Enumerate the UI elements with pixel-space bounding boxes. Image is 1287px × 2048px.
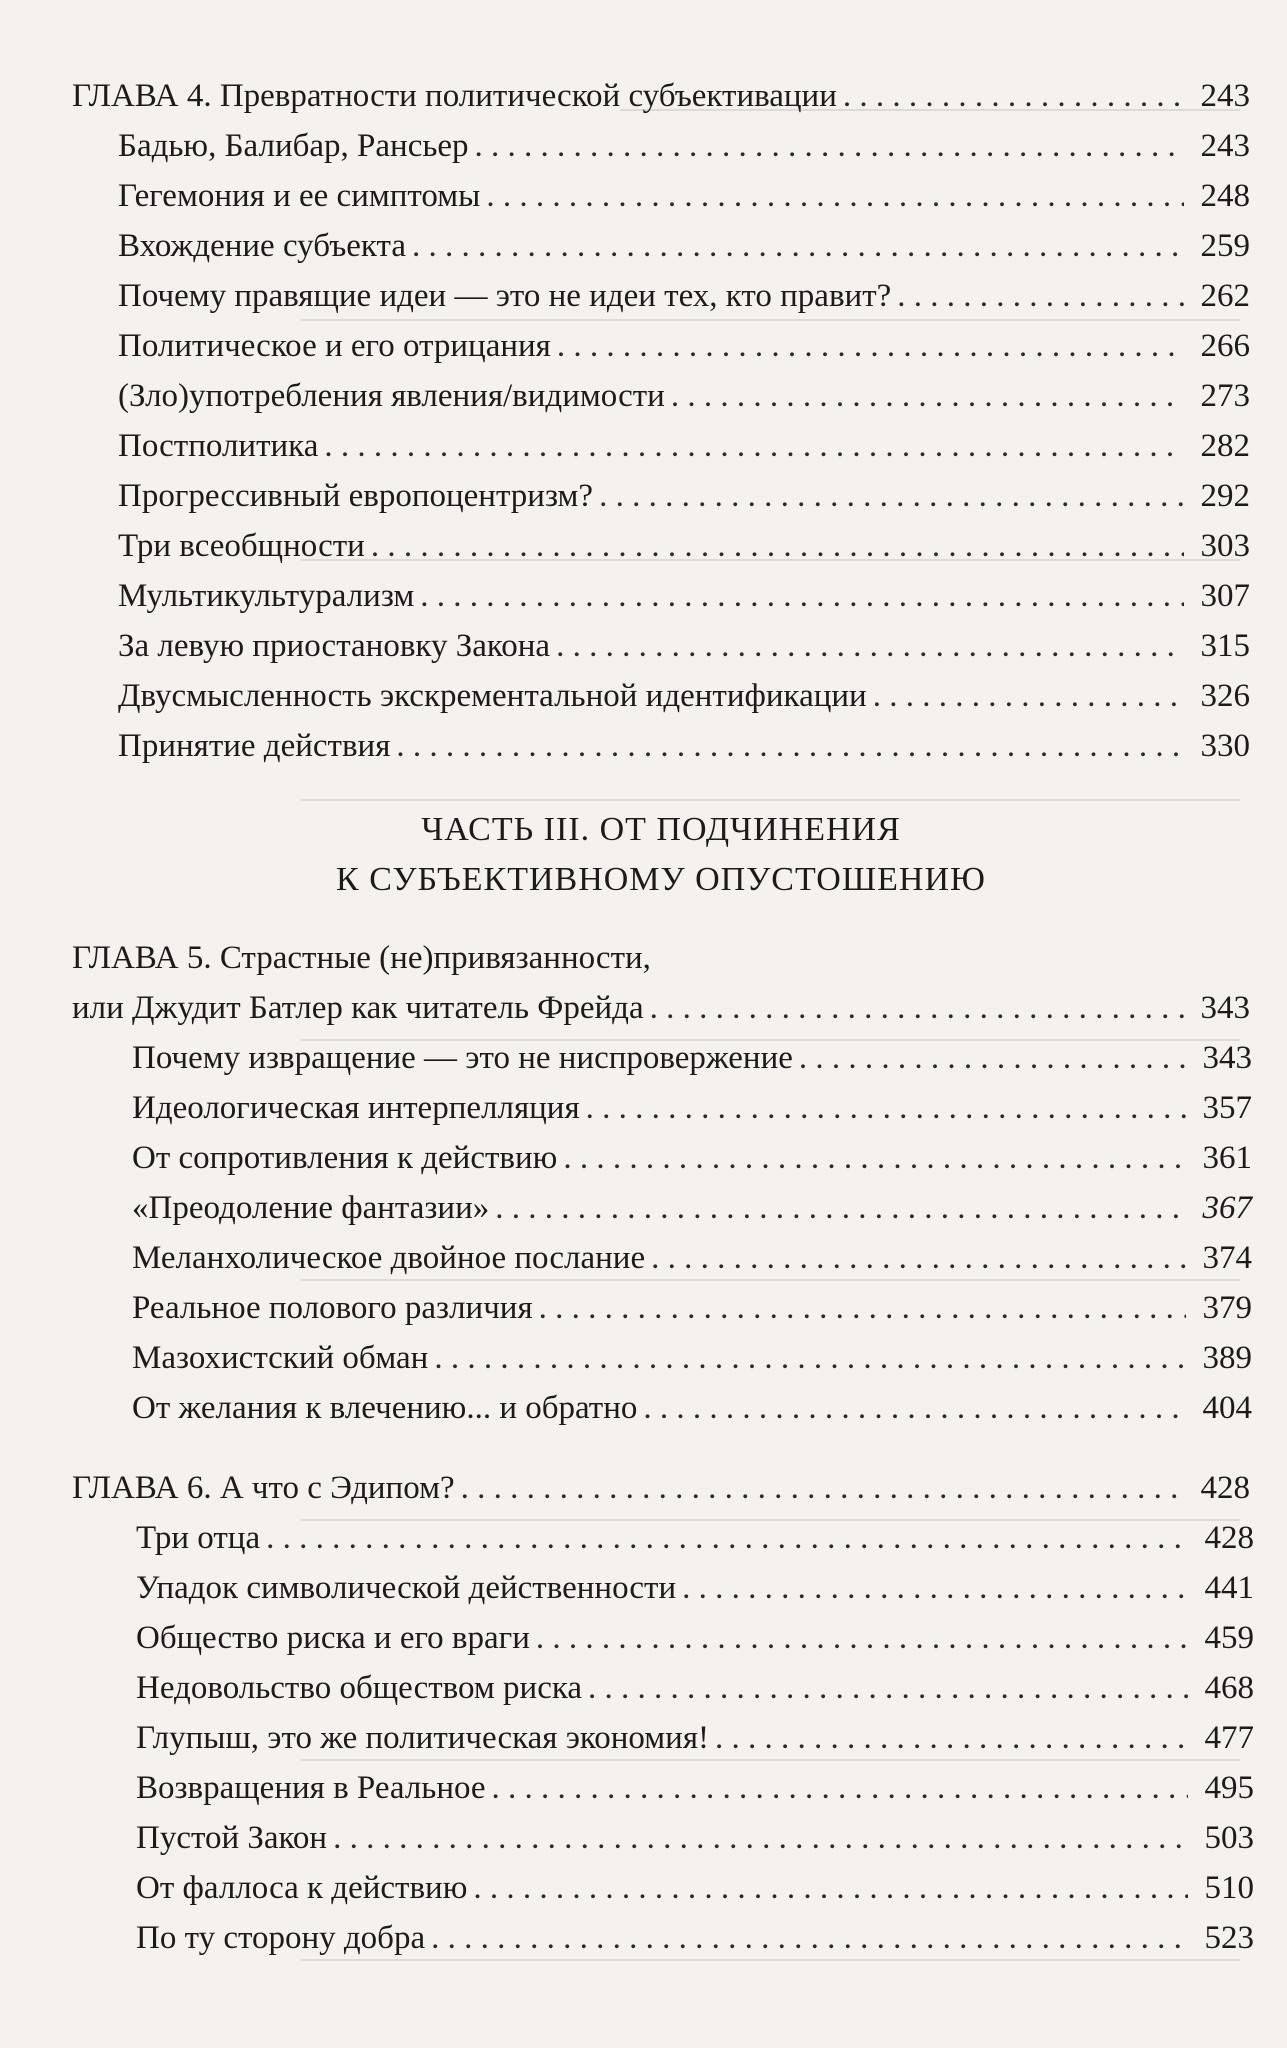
entry-title: От желания к влечению... и обратно xyxy=(132,1390,638,1426)
dot-leader xyxy=(599,476,1184,516)
page-number: 292 xyxy=(1200,478,1250,514)
toc-entry[interactable] xyxy=(118,476,1250,516)
entry-title: Мазохистский обман xyxy=(132,1340,429,1376)
entry-title: Общество риска и его враги xyxy=(136,1620,530,1656)
entry-title: Двусмысленность экскрементальной идентификации xyxy=(118,678,867,714)
dot-leader xyxy=(431,1918,1188,1958)
toc-entry[interactable] xyxy=(136,1918,1254,1958)
entry-title: Недовольство обществом риска xyxy=(136,1670,583,1706)
dot-leader xyxy=(586,1088,1186,1128)
entry-title: От сопротивления к действию xyxy=(132,1140,558,1176)
toc-entry[interactable] xyxy=(136,1768,1254,1808)
dot-leader xyxy=(475,126,1184,166)
page-number: 361 xyxy=(1202,1140,1252,1176)
page-number: 343 xyxy=(1202,1040,1252,1076)
dot-leader xyxy=(843,76,1184,116)
dot-leader xyxy=(799,1038,1186,1078)
chapter-title: ГЛАВА 4. Превратности политической субъективации xyxy=(72,78,837,114)
dot-leader xyxy=(495,1188,1186,1228)
toc-entry[interactable] xyxy=(136,1718,1254,1758)
toc-entry[interactable] xyxy=(118,226,1250,266)
dot-leader xyxy=(682,1568,1188,1608)
dot-leader xyxy=(420,576,1184,616)
entry-title: Упадок символической действенности xyxy=(136,1570,677,1606)
toc-entry[interactable] xyxy=(136,1818,1254,1858)
entry-title: Меланхолическое двойное послание xyxy=(132,1240,646,1276)
entry-title: Идеологическая интерпелляция xyxy=(132,1090,580,1126)
dot-leader xyxy=(486,176,1184,216)
page-number: 379 xyxy=(1202,1290,1252,1326)
entry-title: Гегемония и ее симптомы xyxy=(118,178,481,214)
entry-title: От фаллоса к действию xyxy=(136,1870,468,1906)
dot-leader xyxy=(556,626,1184,666)
entry-title: (Зло)употребления явления/видимости xyxy=(118,378,665,414)
page-number: 374 xyxy=(1202,1240,1252,1276)
page-number: 441 xyxy=(1204,1570,1254,1606)
dot-leader xyxy=(473,1868,1188,1908)
toc-entry[interactable] xyxy=(132,1338,1252,1378)
dot-leader xyxy=(651,1238,1186,1278)
page-number: 266 xyxy=(1200,328,1250,364)
page-number: 428 xyxy=(1204,1520,1254,1556)
page-number: 428 xyxy=(1200,1470,1250,1506)
toc-entry[interactable] xyxy=(132,1088,1252,1128)
entry-title: Почему правящие идеи — это не идеи тех, кто правит? xyxy=(118,278,892,314)
dot-leader xyxy=(266,1518,1188,1558)
page-number: 404 xyxy=(1202,1390,1252,1426)
toc-entry[interactable] xyxy=(118,626,1250,666)
entry-title: Прогрессивный европоцентризм? xyxy=(118,478,594,514)
page-number: 303 xyxy=(1200,528,1250,564)
toc-chapter-6[interactable] xyxy=(72,1468,1250,1508)
dot-leader xyxy=(715,1718,1188,1758)
toc-entry[interactable] xyxy=(136,1868,1254,1908)
page-number: 477 xyxy=(1204,1720,1254,1756)
toc-entry[interactable] xyxy=(136,1668,1254,1708)
page-number: 262 xyxy=(1200,278,1250,314)
page-number: 523 xyxy=(1204,1920,1254,1956)
toc-entry[interactable] xyxy=(136,1618,1254,1658)
entry-title: Пустой Закон xyxy=(136,1820,328,1856)
toc-entry[interactable] xyxy=(118,326,1250,366)
dot-leader xyxy=(897,276,1184,316)
page-number: 315 xyxy=(1200,628,1250,664)
toc-entry[interactable] xyxy=(136,1518,1254,1558)
dot-leader xyxy=(643,1388,1186,1428)
page-number: 367 xyxy=(1202,1190,1252,1226)
entry-title: Почему извращение — это не ниспровержение xyxy=(132,1040,793,1076)
entry-title: Политическое и его отрицания xyxy=(118,328,551,364)
page-number: 510 xyxy=(1204,1870,1254,1906)
toc-entry[interactable] xyxy=(118,276,1250,316)
dot-leader xyxy=(873,676,1184,716)
page-number: 326 xyxy=(1200,678,1250,714)
toc-chapter-4[interactable] xyxy=(72,76,1250,116)
entry-title: По ту сторону добра xyxy=(136,1920,426,1956)
entry-title: Бадью, Балибар, Рансьер xyxy=(118,128,469,164)
part-heading-line-1: ЧАСТЬ III. ОТ ПОДЧИНЕНИЯ xyxy=(421,811,901,848)
entry-title: За левую приостановку Закона xyxy=(118,628,551,664)
dot-leader xyxy=(539,1288,1186,1328)
entry-title: Вхождение субъекта xyxy=(118,228,406,264)
dot-leader xyxy=(371,526,1184,566)
page-number: 330 xyxy=(1200,728,1250,764)
page-number: 282 xyxy=(1200,428,1250,464)
page-number: 495 xyxy=(1204,1770,1254,1806)
dot-leader xyxy=(536,1618,1188,1658)
dot-leader xyxy=(588,1668,1188,1708)
dot-leader xyxy=(412,226,1184,266)
toc-entry[interactable] xyxy=(118,176,1250,216)
page-number: 468 xyxy=(1204,1670,1254,1706)
entry-title: Постполитика xyxy=(118,428,319,464)
toc-entry[interactable] xyxy=(118,376,1250,416)
toc-entry[interactable] xyxy=(118,676,1250,716)
entry-title: Мультикультурализм xyxy=(118,578,415,614)
page-number: 243 xyxy=(1200,128,1250,164)
dot-leader xyxy=(563,1138,1186,1178)
page-number: 259 xyxy=(1200,228,1250,264)
dot-leader xyxy=(324,426,1184,466)
toc-entry[interactable] xyxy=(118,576,1250,616)
dot-leader xyxy=(671,376,1184,416)
chapter-title: ГЛАВА 6. А что с Эдипом? xyxy=(72,1470,455,1506)
entry-title: Реальное полового различия xyxy=(132,1290,533,1326)
toc-entry[interactable] xyxy=(118,426,1250,466)
page-number: 389 xyxy=(1202,1340,1252,1376)
dot-leader xyxy=(333,1818,1188,1858)
entry-title: Возвращения в Реальное xyxy=(136,1770,486,1806)
dot-leader xyxy=(492,1768,1188,1808)
entry-title: Три отца xyxy=(136,1520,261,1556)
page-number: 503 xyxy=(1204,1820,1254,1856)
page-number: 357 xyxy=(1202,1090,1252,1126)
dot-leader xyxy=(557,326,1184,366)
page-number: 343 xyxy=(1200,990,1250,1026)
page-number: 459 xyxy=(1204,1620,1254,1656)
dot-leader xyxy=(396,726,1184,766)
dot-leader xyxy=(461,1468,1184,1508)
page-number: 273 xyxy=(1200,378,1250,414)
toc-entry[interactable] xyxy=(118,126,1250,166)
page-number: 307 xyxy=(1200,578,1250,614)
toc-entry[interactable] xyxy=(132,1038,1252,1078)
dot-leader xyxy=(434,1338,1186,1378)
entry-title: Глупыш, это же политическая экономия! xyxy=(136,1720,709,1756)
chapter-5-title-line-1[interactable]: ГЛАВА 5. Страстные (не)привязанности, xyxy=(72,940,651,976)
chapter-title: или Джудит Батлер как читатель Фрейда xyxy=(72,990,644,1026)
page-number: 248 xyxy=(1200,178,1250,214)
toc-entry[interactable] xyxy=(132,1238,1252,1278)
toc-entry[interactable] xyxy=(136,1568,1254,1608)
toc-entry[interactable] xyxy=(132,1388,1252,1428)
dot-leader xyxy=(650,988,1184,1028)
entry-title: Три всеобщности xyxy=(118,528,365,564)
toc-entry[interactable] xyxy=(118,526,1250,566)
entry-title: Принятие действия xyxy=(118,728,391,764)
page-number: 243 xyxy=(1200,78,1250,114)
toc-entry[interactable] xyxy=(132,1138,1252,1178)
toc-chapter-5[interactable] xyxy=(72,988,1250,1028)
part-heading-line-2: К СУБЪЕКТИВНОМУ ОПУСТОШЕНИЮ xyxy=(336,861,986,898)
toc-entry[interactable] xyxy=(132,1188,1252,1228)
entry-title: «Преодоление фантазии» xyxy=(132,1190,490,1226)
toc-entry[interactable] xyxy=(118,726,1250,766)
toc-entry[interactable] xyxy=(132,1288,1252,1328)
